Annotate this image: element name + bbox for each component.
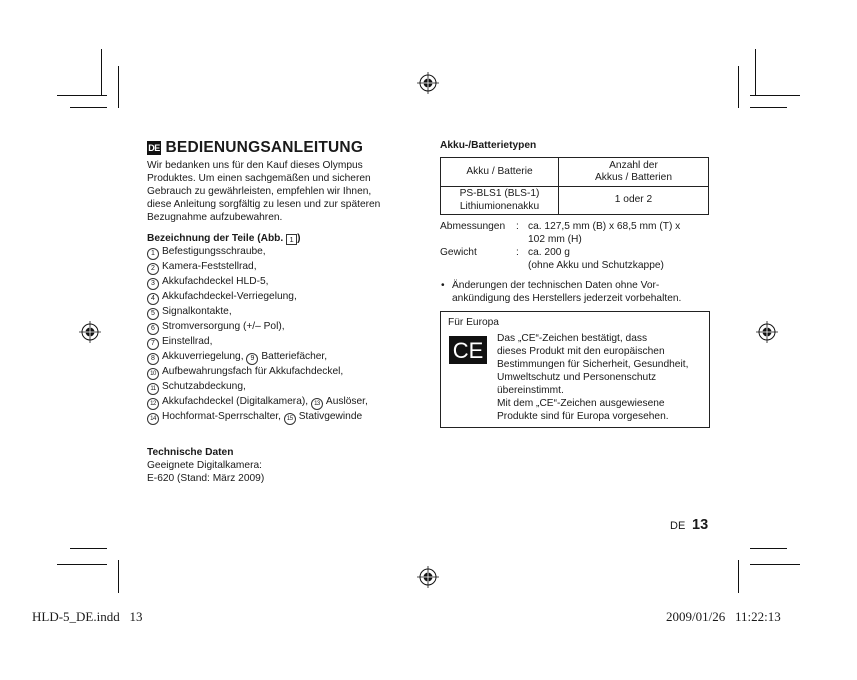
crop-mark [118, 66, 119, 108]
part-label: Kamera-Feststellrad, [162, 261, 257, 272]
tech-line: E-620 (Stand: März 2009) [147, 473, 265, 484]
europe-line: Mit dem „CE“-Zeichen ausgewiesene [497, 398, 665, 409]
part-label: Stativgewinde [298, 411, 363, 422]
crop-mark [57, 95, 107, 96]
europe-line: Das „CE“-Zeichen bestätigt, dass [497, 333, 648, 344]
dims-line: 102 mm (H) [528, 234, 582, 245]
europe-line: Umweltschutz und Personenschutz [497, 372, 657, 383]
europe-heading: Für Europa [448, 317, 499, 328]
page-lang: DE [670, 520, 686, 532]
crop-mark [101, 49, 102, 96]
crop-mark [755, 49, 756, 96]
part-number: 1 [147, 248, 159, 260]
table-row [441, 158, 709, 187]
part-number: 12 [147, 398, 159, 410]
part-number: 3 [147, 278, 159, 290]
part-label: Signalkontakte, [162, 306, 232, 317]
part-number: 10 [147, 368, 159, 380]
list-item [147, 245, 417, 260]
crop-mark [738, 66, 739, 108]
crop-mark [70, 107, 107, 108]
table-cell: 1 oder 2 [559, 187, 709, 215]
europe-text [497, 332, 688, 423]
table-cell [441, 187, 559, 215]
tech-line: Geeignete Digitalkamera: [147, 460, 262, 471]
intro-line: Bezugnahme aufzubewahren. [147, 212, 283, 223]
part-number: 7 [147, 338, 159, 350]
part-number: 15 [284, 413, 296, 425]
parts-list [147, 245, 417, 425]
part-number: 8 [147, 353, 159, 365]
list-item [147, 365, 417, 380]
ce-mark-icon [449, 336, 487, 364]
footer-file: HLD-5_DE.indd 13 [32, 609, 143, 624]
bullet: • [441, 280, 445, 291]
dims-label: Abmessungen [440, 221, 506, 232]
cell-line: Anzahl der [609, 159, 658, 171]
part-label: Akkufachdeckel-Verriegelung, [162, 291, 297, 302]
cell-line: Lithiumionenakku [459, 200, 540, 212]
list-item [147, 350, 417, 365]
part-label: Befestigungsschraube, [162, 246, 266, 257]
cell-line: Akkus / Batterien [594, 172, 672, 183]
note-line: Änderungen der technischen Daten ohne Vor- [452, 280, 660, 291]
part-label: Batteriefächer, [261, 351, 328, 362]
list-item [147, 260, 417, 275]
list-item [147, 410, 417, 425]
battery-table [440, 157, 709, 215]
parts-heading [147, 232, 417, 245]
registration-mark-icon [417, 72, 439, 94]
part-label: Akkufachdeckel (Digitalkamera), [162, 396, 309, 407]
tech-heading: Technische Daten [147, 447, 234, 458]
table-cell [559, 158, 709, 187]
crop-mark [750, 548, 787, 549]
part-number: 6 [147, 323, 159, 335]
europe-line: dieses Produkt mit den europäischen [497, 346, 665, 357]
footer-timestamp: 2009/01/26 11:22:13 [666, 609, 781, 624]
intro-paragraph [147, 159, 417, 224]
weight-label: Gewicht [440, 247, 477, 258]
table-row [441, 187, 709, 215]
part-label: Aufbewahrungsfach für Akkufachdeckel, [162, 366, 344, 377]
weight-colon: : [516, 247, 519, 258]
europe-line: Bestimmungen für Sicherheit, Gesundheit, [497, 359, 689, 370]
part-label: Stromversorgung (+/– Pol), [162, 321, 285, 332]
dims-colon: : [516, 221, 519, 232]
page-number: 13 [692, 517, 709, 533]
battery-heading: Akku-/Batterietypen [440, 140, 537, 151]
part-number: 11 [147, 383, 159, 395]
weight-line: (ohne Akku und Schutzkappe) [528, 260, 664, 271]
europe-line: Produkte sind für Europa vorgesehen. [497, 411, 669, 422]
part-label: Einstellrad, [162, 336, 213, 347]
page-title [147, 139, 417, 157]
figure-ref: 1 [286, 234, 297, 245]
crop-mark [118, 560, 119, 593]
list-item [147, 380, 417, 395]
intro-line: Wir bedanken uns für den Kauf dieses Olympus [147, 160, 363, 171]
intro-line: Produktes. Um einen sachgemäßen und sicheren [147, 173, 371, 184]
part-number: 2 [147, 263, 159, 275]
intro-line: diese Anleitung sorgfältig zu lesen und zur späteren [147, 199, 381, 210]
part-number: 13 [311, 398, 323, 410]
crop-mark [70, 548, 107, 549]
weight-value [528, 246, 664, 272]
ce-mark-text: CE [452, 338, 484, 363]
crop-mark [750, 107, 787, 108]
list-item [147, 290, 417, 305]
parts-heading-close: ) [297, 233, 301, 244]
registration-mark-icon [79, 321, 101, 343]
left-column [147, 139, 417, 485]
part-label: Auslöser, [325, 396, 368, 407]
registration-mark-icon [417, 566, 439, 588]
intro-line: Gebrauch zu gewährleisten, empfehlen wir Ihnen, [147, 186, 372, 197]
list-item [147, 305, 417, 320]
dims-value [528, 220, 680, 246]
list-item [147, 320, 417, 335]
europe-line: übereinstimmt. [497, 385, 564, 396]
list-item [147, 335, 417, 350]
note-text [452, 279, 681, 305]
weight-line: ca. 200 g [528, 247, 570, 258]
part-number: 5 [147, 308, 159, 320]
part-label: Schutzabdeckung, [162, 381, 246, 392]
part-number: 14 [147, 413, 159, 425]
parts-heading-text: Bezeichnung der Teile (Abb. [147, 233, 284, 244]
europe-box [440, 311, 710, 428]
list-item [147, 395, 417, 410]
part-label: Hochformat-Sperrschalter, [162, 411, 281, 422]
dims-line: ca. 127,5 mm (B) x 68,5 mm (T) x [528, 221, 681, 232]
part-label: Akkufachdeckel HLD-5, [162, 276, 269, 287]
crop-mark [57, 564, 107, 565]
crop-mark [738, 560, 739, 593]
crop-mark [750, 564, 800, 565]
registration-mark-icon [756, 321, 778, 343]
tech-body [147, 459, 417, 485]
part-number: 9 [246, 353, 258, 365]
note-line: ankündigung des Herstellers jederzeit vorbehalten. [452, 293, 682, 304]
list-item [147, 275, 417, 290]
language-badge: DE [148, 143, 160, 153]
table-cell: Akku / Batterie [441, 158, 559, 187]
part-number: 4 [147, 293, 159, 305]
crop-mark [750, 95, 800, 96]
part-label: Akkuverriegelung, [162, 351, 244, 362]
cell-line: PS-BLS1 (BLS-1) [459, 188, 540, 199]
title-text: BEDIENUNGSANLEITUNG [165, 139, 364, 156]
